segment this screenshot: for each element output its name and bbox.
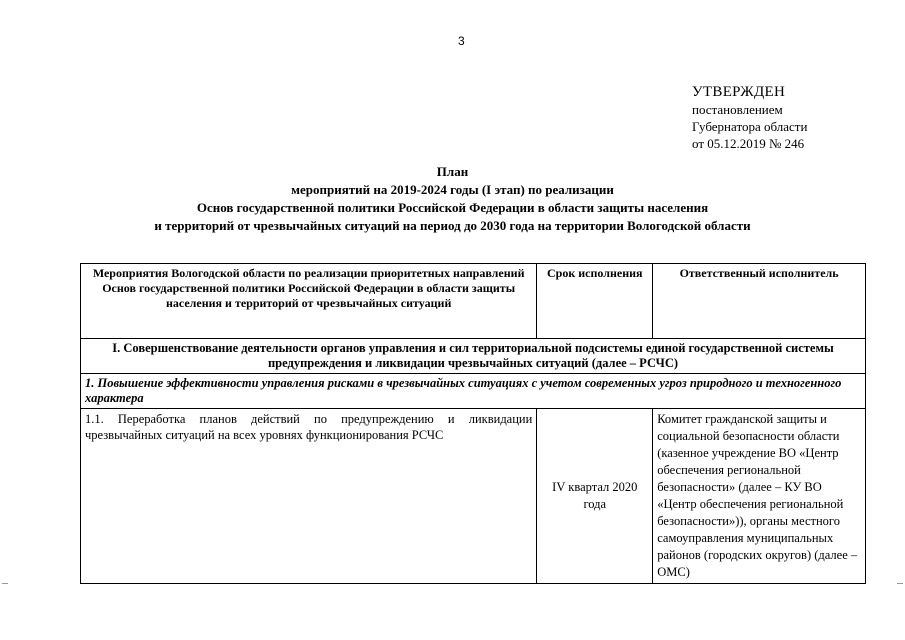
title-line-3: Основ государственной политики Российской Федерации в области защиты населения [196, 200, 709, 215]
approval-line-1: постановлением [692, 102, 783, 117]
subsection-row [81, 374, 866, 409]
title-line-4: и территорий от чрезвычайных ситуаций на период до 2030 года на территории Вологодской области [154, 218, 751, 233]
plan-table [80, 263, 866, 584]
approval-heading: УТВЕРЖДЕН [692, 84, 786, 100]
responsible-cell: Комитет гражданской защиты и социальной безопасности области (казенное учреждение ВО «Центр обеспечения региональной безопасности» (далее – КУ ВО «Центр обеспечения региональной безопасности»)), органы местного самоуправления муниципальных районов (городских округов) (далее – ОМС) [653, 409, 866, 584]
title-line-1: План [436, 164, 469, 179]
document-title [100, 163, 805, 235]
header-measures: Мероприятия Вологодской области по реализации приоритетных направлений Основ государственной политики Российской Федерации в области защиты населения и территорий от чрезвычайных ситуаций [81, 264, 537, 339]
approval-line-3: от 05.12.2019 № 246 [692, 136, 805, 151]
page-number: 3 [458, 34, 465, 48]
section-row [81, 339, 866, 374]
term-cell: IV квартал 2020 года [537, 409, 653, 584]
approval-stamp [692, 84, 807, 152]
page-edge-mark-right [897, 583, 903, 584]
title-line-2: мероприятий на 2019-2024 годы (I этап) по реализации [291, 182, 614, 197]
header-responsible: Ответственный исполнитель [653, 264, 866, 339]
measure-cell: 1.1. Переработка планов действий по предупреждению и ликвидации чрезвычайных ситуаций на всех уровнях функционирования РСЧС [81, 409, 537, 584]
approval-line-2: Губернатора области [692, 119, 808, 134]
page-edge-mark-left [2, 583, 8, 584]
table-row [81, 409, 866, 584]
subsection-title: 1. Повышение эффективности управления рисками в чрезвычайных ситуациях с учетом современных угроз природного и техногенного характера [81, 374, 866, 409]
table-header-row [81, 264, 866, 339]
section-title: I. Совершенствование деятельности органов управления и сил территориальной подсистемы единой государственной системы предупреждения и ликвидации чрезвычайных ситуаций (далее – РСЧС) [81, 339, 866, 374]
header-term: Срок исполнения [537, 264, 653, 339]
